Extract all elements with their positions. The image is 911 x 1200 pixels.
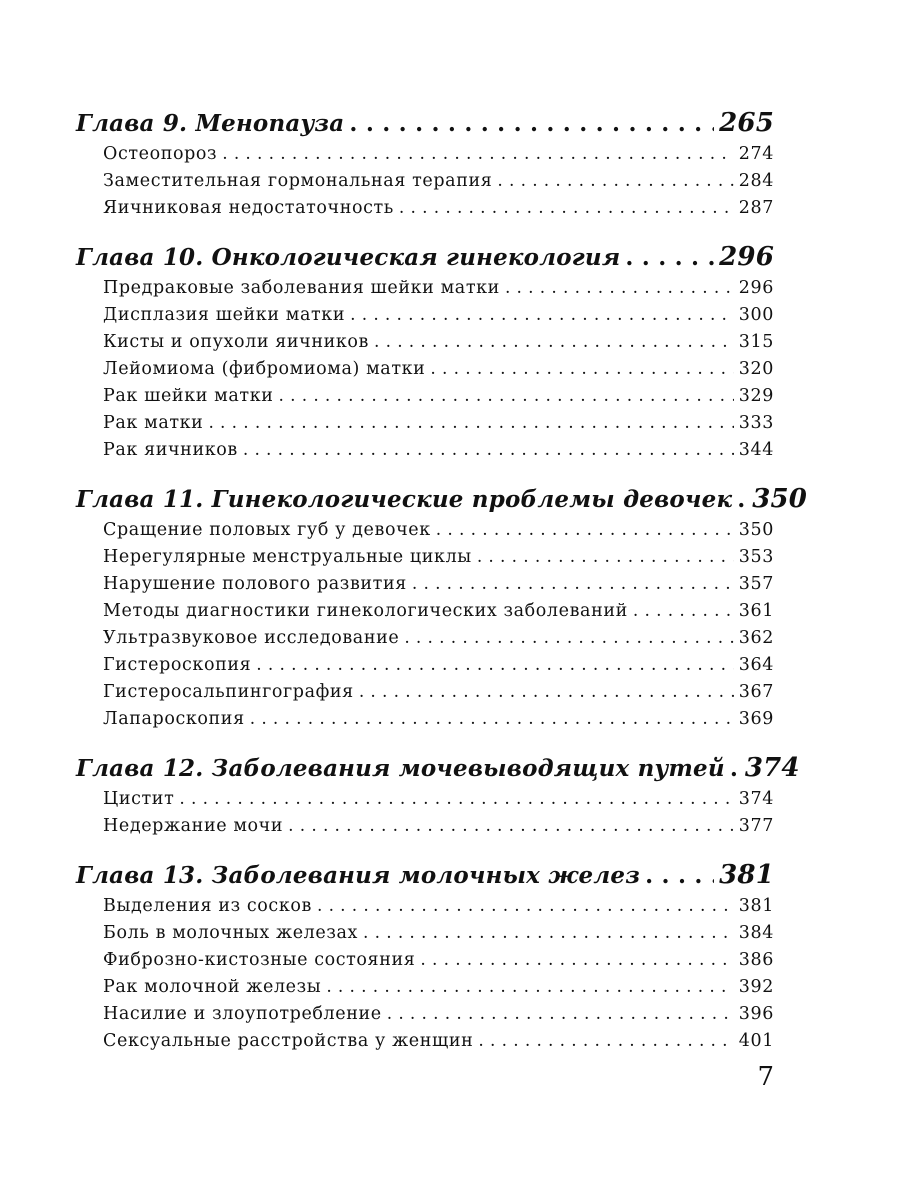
toc-entry[interactable] [103,359,774,386]
dot-leader [387,1004,734,1024]
toc-entry[interactable] [103,440,774,467]
entry-title: Гистеросальпингография [103,682,354,702]
chapter-heading[interactable] [76,860,774,896]
chapter-page-number: 374 [744,753,800,783]
chapter-title: Глава 13. Заболевания молочных желез [76,862,641,889]
entry-title: Насилие и злоупотребление [103,1004,382,1024]
entry-page-number: 392 [738,977,774,997]
section-list [103,520,774,736]
toc-entry[interactable] [103,332,774,359]
toc-entry[interactable] [103,923,774,950]
dot-leader [288,816,734,836]
dot-leader [633,601,734,621]
entry-title: Рак шейки матки [103,386,274,406]
entry-page-number: 396 [738,1004,774,1024]
entry-title: Рак молочной железы [103,977,322,997]
dot-leader [478,1031,733,1051]
chapter-page-number: 296 [719,242,774,272]
dot-leader [256,655,734,675]
page-number: 7 [757,1062,774,1092]
dot-leader [412,574,734,594]
toc-entry[interactable] [103,574,774,601]
entry-page-number: 274 [738,144,774,164]
entry-page-number: 287 [738,198,774,218]
toc-entry[interactable] [103,144,774,171]
entry-page-number: 367 [738,682,774,702]
chapter-heading[interactable] [76,484,808,520]
entry-page-number: 386 [738,950,774,970]
toc-entry[interactable] [103,171,774,198]
chapter-9 [76,108,774,225]
entry-page-number: 357 [738,574,774,594]
dot-leader [625,244,714,271]
entry-title: Сращение половых губ у девочек [103,520,431,540]
dot-leader [645,862,714,889]
toc-entry[interactable] [103,386,774,413]
entry-page-number: 361 [738,601,774,621]
chapter-page-number: 265 [719,108,774,138]
entry-page-number: 369 [738,709,774,729]
dot-leader [250,709,734,729]
dot-leader [399,198,734,218]
entry-title: Гистероскопия [103,655,252,675]
dot-leader [243,440,734,460]
dot-leader [374,332,734,352]
toc-entry[interactable] [103,305,774,332]
entry-title: Кисты и опухоли яичников [103,332,369,352]
dot-leader [404,628,733,648]
entry-title: Лейомиома (фибромиома) матки [103,359,426,379]
dot-leader [359,682,734,702]
toc-entry[interactable] [103,1031,774,1058]
entry-title: Нерегулярные менструальные циклы [103,547,472,567]
entry-page-number: 329 [738,386,774,406]
chapter-page-number: 350 [752,484,808,514]
entry-page-number: 364 [738,655,774,675]
section-list [103,278,774,467]
chapter-13 [76,860,774,1058]
entry-page-number: 300 [738,305,774,325]
chapter-title: Глава 12. Заболевания мочевыводящих путей [76,755,725,782]
entry-page-number: 374 [738,789,774,809]
entry-page-number: 315 [738,332,774,352]
dot-leader [363,923,734,943]
entry-title: Рак яичников [103,440,238,460]
section-list [103,896,774,1058]
chapter-title: Глава 10. Онкологическая гинекология [76,244,621,271]
dot-leader [436,520,734,540]
entry-page-number: 333 [738,413,774,433]
table-of-contents [76,108,808,1075]
entry-title: Боль в молочных железах [103,923,358,943]
entry-title: Рак матки [103,413,204,433]
entry-page-number: 377 [738,816,774,836]
chapter-12 [76,753,800,843]
dot-leader [430,359,733,379]
toc-entry[interactable] [103,413,774,440]
dot-leader [420,950,733,970]
entry-page-number: 320 [738,359,774,379]
dot-leader [279,386,734,406]
entry-page-number: 296 [738,278,774,298]
entry-page-number: 344 [738,440,774,460]
dot-leader [208,413,733,433]
toc-entry[interactable] [103,977,774,1004]
dot-leader [326,977,733,997]
chapter-11 [76,484,808,736]
entry-title: Недержание мочи [103,816,284,836]
dot-leader [737,486,747,513]
entry-title: Цистит [103,789,175,809]
entry-title: Остеопороз [103,144,218,164]
entry-title: Дисплазия шейки матки [103,305,346,325]
entry-title: Предраковые заболевания шейки матки [103,278,500,298]
dot-leader [505,278,734,298]
chapter-heading[interactable] [76,242,774,278]
toc-entry[interactable] [103,547,774,574]
dot-leader [497,171,733,191]
entry-page-number: 384 [738,923,774,943]
toc-entry[interactable] [103,655,774,682]
entry-page-number: 284 [738,171,774,191]
toc-entry[interactable] [103,682,774,709]
toc-entry[interactable] [103,198,774,225]
chapter-heading[interactable] [76,108,774,144]
entry-page-number: 362 [738,628,774,648]
entry-page-number: 381 [738,896,774,916]
entry-page-number: 350 [738,520,774,540]
toc-entry[interactable] [103,709,774,736]
dot-leader [317,896,734,916]
entry-title: Яичниковая недостаточность [103,198,394,218]
toc-entry[interactable] [103,950,774,977]
entry-title: Нарушение полового развития [103,574,407,594]
entry-title: Ультразвуковое исследование [103,628,400,648]
entry-title: Методы диагностики гинекологических заболеваний [103,601,628,621]
toc-entry[interactable] [103,628,774,655]
entry-title: Заместительная гормональная терапия [103,171,493,191]
toc-entry[interactable] [103,1004,774,1031]
chapter-title: Глава 9. Менопауза [76,110,345,137]
chapter-page-number: 381 [719,860,774,890]
dot-leader [179,789,733,809]
chapter-10 [76,242,774,467]
toc-entry[interactable] [103,816,774,843]
toc-entry[interactable] [103,278,774,305]
dot-leader [730,755,740,782]
toc-entry[interactable] [103,896,774,923]
toc-entry[interactable] [103,789,774,816]
section-list [103,144,774,225]
dot-leader [350,305,734,325]
dot-leader [477,547,734,567]
chapter-title: Глава 11. Гинекологические проблемы девочек [76,486,733,513]
entry-page-number: 353 [738,547,774,567]
entry-title: Сексуальные расстройства у женщин [103,1031,474,1051]
entry-page-number: 401 [738,1031,774,1051]
entry-title: Фиброзно-кистозные состояния [103,950,416,970]
dot-leader [349,110,714,137]
toc-entry[interactable] [103,520,774,547]
entry-title: Лапароскопия [103,709,245,729]
section-list [103,789,774,843]
chapter-heading[interactable] [76,753,800,789]
toc-entry[interactable] [103,601,774,628]
entry-title: Выделения из сосков [103,896,312,916]
dot-leader [222,144,734,164]
